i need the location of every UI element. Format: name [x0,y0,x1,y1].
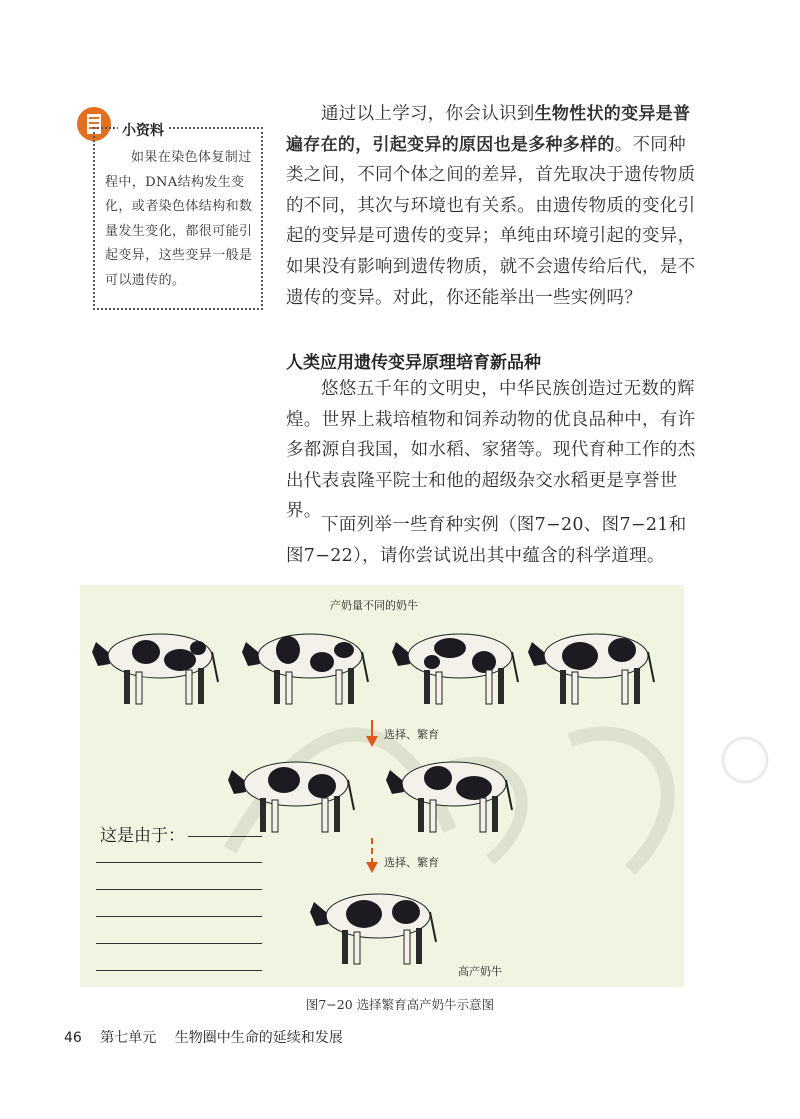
section-paragraph-2: 下面列举一些育种实例（图7−20、图7−21和图7−22），请你尝试说出其中蕴含的科学道理。 [286,515,687,566]
answer-line[interactable] [96,916,262,917]
figure-top-label: 产奶量不同的奶牛 [330,599,418,612]
cow-illustration [382,750,520,840]
step-label-2: 选择、繁育 [384,856,439,869]
info-box-body: 如果在染色体复制过程中，DNA结构发生变化，或者染色体结构和数量发生变化，都很可能引起变异，这些变异一般是可以遗传的。 [105,150,253,288]
cow-illustration [224,750,362,840]
intro-lead: 通过以上学习，你会认识到 [321,104,535,124]
answer-line[interactable] [96,862,262,863]
cow-illustration [88,622,226,712]
cow-illustration [388,622,526,712]
intro-rest: 。不同种类之间，不同个体之间的差异，首先取决于遗传物质的不同，其次与环境也有关系。由遗传物质的变化引起的变异是可遗传的变异；单纯由环境引起的变异，如果没有影响到遗传物质，就不会遗传给后代，是不遗传的变异。对此，你还能举出一些实例吗？ [286,134,696,308]
info-box-title: 小资料 [118,120,168,140]
answer-line[interactable] [96,889,262,890]
down-arrow-icon [366,838,378,874]
figure-caption: 图7−20 选择繁育高产奶牛示意图 [305,997,495,1012]
intro-bold: 生物性状的变异是普遍存在的，引起变异的原因也是多种多样的 [286,104,691,155]
bottom-cow-label: 高产奶牛 [458,965,502,978]
reason-label: 这是由于： [100,826,185,846]
cow-illustration [238,622,376,712]
step-label-1: 选择、繁育 [384,728,439,741]
cow-illustration [306,882,444,972]
down-arrow-icon [366,720,378,748]
answer-line[interactable] [188,836,262,837]
page-footer [64,1027,357,1047]
intro-paragraph [286,99,696,313]
page-number: 46 [64,1030,82,1046]
answer-line[interactable] [96,943,262,944]
unit-title: 生物圈中生命的延续和发展 [174,1030,343,1046]
unit-label: 第七单元 [100,1030,157,1046]
section-heading: 人类应用遗传变异原理培育新品种 [286,353,541,373]
answer-line[interactable] [96,970,262,971]
section-paragraph-1: 悠悠五千年的文明史，中华民族创造过无数的辉煌。世界上栽培植物和饲养动物的优良品种中，有许多都源自我国，如水稻、家猪等。现代育种工作的杰出代表袁隆平院士和他的超级杂交水稻更是享誉世界。 [286,379,696,522]
cow-illustration [524,622,662,712]
